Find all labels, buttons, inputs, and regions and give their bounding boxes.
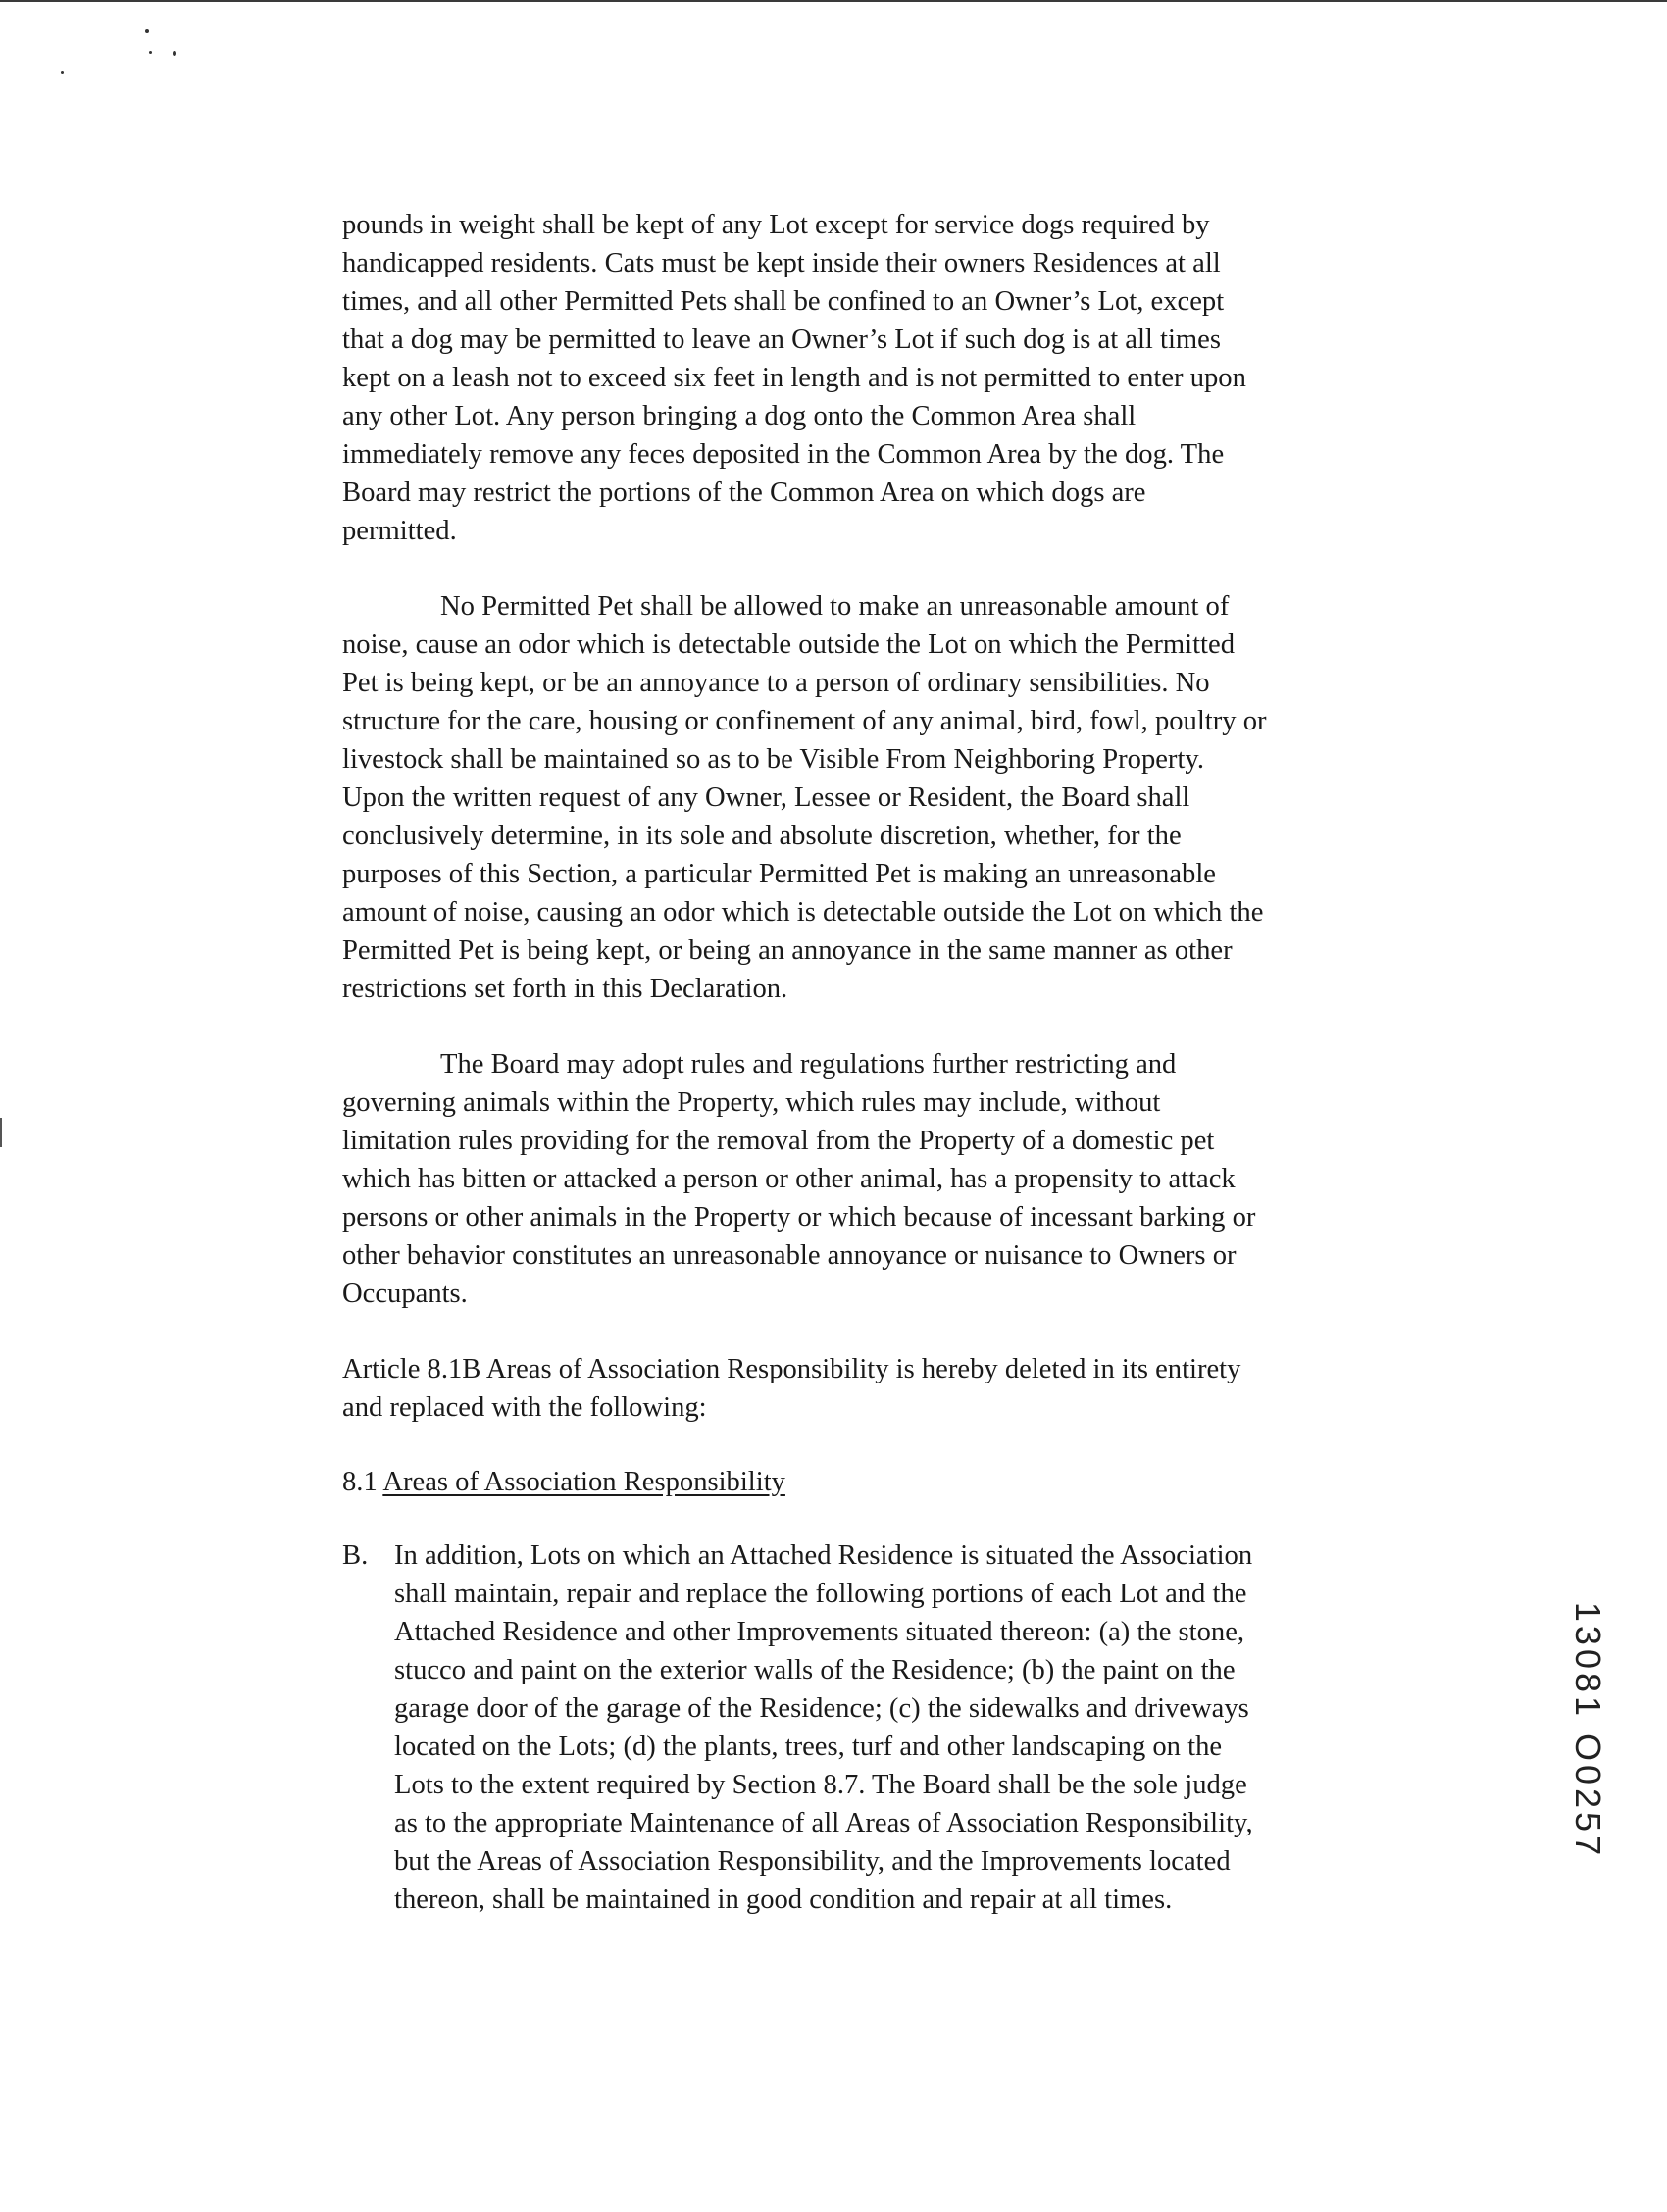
section-title: Areas of Association Responsibility	[382, 1467, 785, 1497]
list-item-b	[342, 1536, 1431, 1919]
scan-speck	[173, 51, 176, 56]
scan-speck	[145, 29, 149, 33]
section-heading	[342, 1463, 1431, 1501]
paragraph-pet-noise-text: No Permitted Pet shall be allowed to make an unreasonable amount of noise, cause an odor which is detectable outside the Lot on which the Permitted Pet is being kept, or be an annoyance to a person of ordinary sensibilities. No structure for the care, housing or confinement of any animal, bird, fowl, poultry or livestock shall be maintained so as to be Visible From Neighboring Property. Upon the written request of any Owner, Lessee or Resident, the Board shall conclusively determine, in its sole and absolute discretion, whether, for the purposes of this Section, a particular Permitted Pet is making an unreasonable amount of noise, causing an odor which is detectable outside the Lot on which the Permitted Pet is being kept, or being an annoyance in the same manner as other restrictions set forth in this Declaration.	[342, 591, 1267, 1004]
list-item-label: B.	[342, 1540, 369, 1571]
paragraph-pet-noise	[342, 587, 1431, 1008]
scan-speck	[61, 71, 64, 74]
recording-stamp	[1567, 1569, 1608, 1892]
document-page	[342, 206, 1431, 1919]
paragraph-board-rules	[342, 1045, 1431, 1313]
list-item-text: In addition, Lots on which an Attached Residence is situated the Association shall maintain, repair and replace the following portions of each Lot and the Attached Residence and other Improvements situated thereon: (a) the stone, stucco and paint on the exterior walls of the Residence; (b) the paint on the garage door of the garage of the Residence; (c) the sidewalks and driveways located on the Lots; (d) the plants, trees, turf and other landscaping on the Lots to the extent required by Section 8.7. The Board shall be the sole judge as to the appropriate Maintenance of all Areas of Association Responsibility, but the Areas of Association Responsibility, and the Improvements located thereon, shall be maintained in good condition and repair at all times.	[394, 1540, 1253, 1915]
paragraph-article-replacement: Article 8.1B Areas of Association Responsibility is hereby deleted in its entirety and replaced with the following:	[342, 1354, 1241, 1423]
recording-stamp-text: 13081 O0257	[1568, 1601, 1608, 1860]
paragraph-pet-restrictions: pounds in weight shall be kept of any Lot except for service dogs required by handicapped residents. Cats must be kept inside their owners Residences at all times, and all other Permitted Pets shall be confined to an Owner’s Lot, except that a dog may be permitted to leave an Owner’s Lot if such dog is at all times kept on a leash not to exceed six feet in length and is not permitted to enter upon any other Lot. Any person bringing a dog onto the Common Area shall immediately remove any feces deposited in the Common Area by the dog. The Board may restrict the portions of the Common Area on which dogs are permitted.	[342, 210, 1246, 546]
scan-left-mark	[0, 1118, 2, 1147]
paragraph-board-rules-text: The Board may adopt rules and regulations further restricting and governing animals within the Property, which rules may include, without limitation rules providing for the removal from the Property of a domestic pet which has bitten or attacked a person or other animal, has a propensity to attack persons or other animals in the Property or which because of incessant barking or other behavior constitutes an unreasonable annoyance or nuisance to Owners or Occupants.	[342, 1049, 1256, 1309]
section-number: 8.1	[342, 1467, 378, 1497]
scan-speck	[149, 51, 152, 54]
scan-top-edge	[0, 0, 1667, 2]
